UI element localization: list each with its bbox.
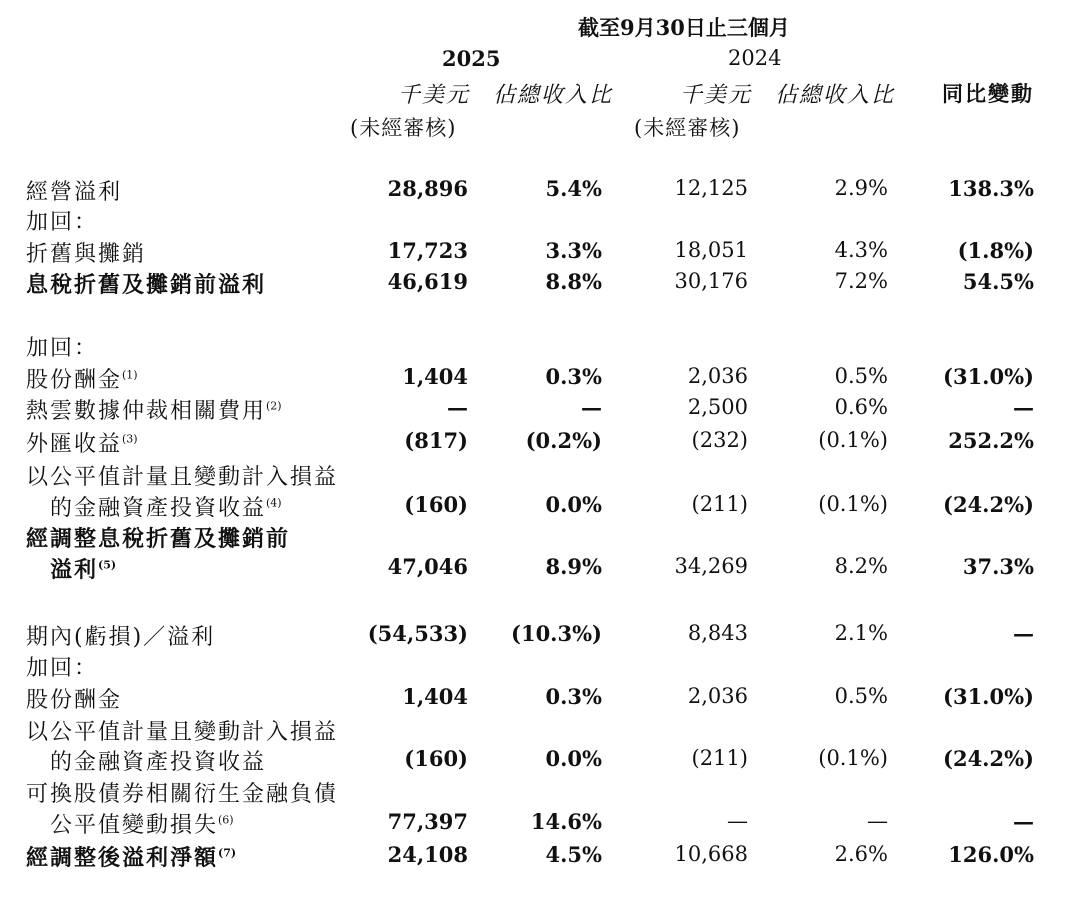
row-label: 經調整息稅折舊及攤銷前 xyxy=(26,526,291,552)
row-label: 息稅折舊及攤銷前溢利 xyxy=(26,272,267,298)
row-label: 股份酬金 xyxy=(26,688,123,713)
row-label: 經營溢利 xyxy=(26,180,123,205)
value-2024: 12,125 xyxy=(674,176,748,200)
value-2024: (232) xyxy=(691,428,748,452)
row-label: 經調整後溢利淨額$^{(7)}$ xyxy=(26,845,237,871)
yoy-change: — xyxy=(1013,621,1034,646)
footnote-marker: (3) xyxy=(122,432,138,446)
yoy-change: 37.3% xyxy=(962,554,1034,579)
pct-2025: 4.5% xyxy=(545,842,602,867)
footnote-marker: (4) xyxy=(266,496,282,510)
value-2025: (160) xyxy=(404,746,468,771)
pct-2025: 0.3% xyxy=(545,684,602,709)
row-label: 以公平值計量且變動計入損益 xyxy=(26,720,339,745)
value-2025: (54,533) xyxy=(367,621,468,646)
value-2025: 47,046 xyxy=(387,554,468,579)
row-label: 折舊與攤銷 xyxy=(26,242,147,267)
period-heading: 截至9月30日止三個月 xyxy=(578,15,790,40)
pct-2024: 2.6% xyxy=(834,842,888,866)
yoy-change: (24.2%) xyxy=(943,492,1034,517)
footnote-marker: (6) xyxy=(218,813,234,827)
unaudited-2025: (未經審核) xyxy=(350,116,457,140)
row-label: 的金融資產投資收益 xyxy=(50,750,267,775)
yoy-change: (31.0%) xyxy=(943,684,1034,709)
row-label: 的金融資產投資收益$^{(4)}$ xyxy=(50,496,282,521)
footnote-marker: (7) xyxy=(218,846,237,860)
row-label: 期內(虧損)／溢利 xyxy=(26,625,216,650)
value-2024: (211) xyxy=(691,746,748,770)
unaudited-2024: (未經審核) xyxy=(634,116,741,140)
footnote-marker: (5) xyxy=(98,558,117,572)
pct-2024: 4.3% xyxy=(834,238,888,262)
value-2025: 77,397 xyxy=(387,809,468,834)
footnote-marker: (2) xyxy=(266,399,282,413)
value-2024: 30,176 xyxy=(674,269,748,293)
yoy-change: 252.2% xyxy=(948,428,1034,453)
pct-2024: — xyxy=(867,809,888,833)
value-2024: 2,036 xyxy=(687,364,748,388)
pct-2024: 0.5% xyxy=(834,684,888,708)
row-label: 可換股債券相關衍生金融負債 xyxy=(26,782,339,807)
value-2025: 1,404 xyxy=(402,684,468,709)
value-2025: (160) xyxy=(404,492,468,517)
col-pct-2024: 佔總收入比 xyxy=(775,83,896,108)
col-unit-2025: 千美元 xyxy=(398,83,471,108)
value-2024: 34,269 xyxy=(674,554,748,578)
value-2024: 2,036 xyxy=(687,684,748,708)
pct-2024: 0.6% xyxy=(834,395,888,419)
value-2025: 24,108 xyxy=(387,842,468,867)
pct-2024: 8.2% xyxy=(834,554,888,578)
pct-2025: 0.0% xyxy=(545,746,602,771)
yoy-change: (24.2%) xyxy=(943,746,1034,771)
pct-2024: (0.1%) xyxy=(818,492,888,516)
row-label: 加回： xyxy=(26,210,99,235)
value-2025: 28,896 xyxy=(387,176,468,201)
pct-2024: 2.9% xyxy=(834,176,888,200)
pct-2024: 7.2% xyxy=(834,269,888,293)
row-label: 溢利$^{(5)}$ xyxy=(50,557,117,583)
yoy-change: 126.0% xyxy=(948,842,1034,867)
pct-2025: 0.0% xyxy=(545,492,602,517)
year-2024: 2024 xyxy=(728,46,782,70)
value-2024: — xyxy=(727,809,748,833)
year-2025: 2025 xyxy=(442,46,501,71)
row-label: 以公平值計量且變動計入損益 xyxy=(26,465,339,490)
value-2024: 8,843 xyxy=(687,621,748,645)
pct-2025: 0.3% xyxy=(545,364,602,389)
pct-2025: 8.9% xyxy=(545,554,602,579)
row-label: 股份酬金$^{(1)}$ xyxy=(26,368,138,393)
row-label: 加回： xyxy=(26,656,99,681)
pct-2025: (0.2%) xyxy=(525,428,602,453)
yoy-change: (31.0%) xyxy=(943,364,1034,389)
row-label: 外匯收益$^{(3)}$ xyxy=(26,432,138,457)
value-2025: (817) xyxy=(404,428,468,453)
value-2024: (211) xyxy=(691,492,748,516)
value-2025: 17,723 xyxy=(387,238,468,263)
yoy-change: 54.5% xyxy=(962,269,1034,294)
col-pct-2025: 佔總收入比 xyxy=(493,83,614,108)
pct-2024: 2.1% xyxy=(834,621,888,645)
yoy-change: (1.8%) xyxy=(957,238,1034,263)
yoy-change: — xyxy=(1013,395,1034,420)
row-label: 熱雲數據仲裁相關費用$^{(2)}$ xyxy=(26,399,282,424)
value-2025: 46,619 xyxy=(387,269,468,294)
pct-2025: 14.6% xyxy=(530,809,602,834)
pct-2024: (0.1%) xyxy=(818,746,888,770)
pct-2025: 3.3% xyxy=(545,238,602,263)
pct-2025: — xyxy=(581,395,602,420)
yoy-change: 138.3% xyxy=(948,176,1034,201)
value-2024: 2,500 xyxy=(687,395,748,419)
pct-2024: 0.5% xyxy=(834,364,888,388)
value-2025: 1,404 xyxy=(402,364,468,389)
row-label: 加回： xyxy=(26,336,99,361)
value-2025: — xyxy=(447,395,468,420)
value-2024: 10,668 xyxy=(674,842,748,866)
pct-2025: 5.4% xyxy=(545,176,602,201)
pct-2024: (0.1%) xyxy=(818,428,888,452)
col-unit-2024: 千美元 xyxy=(680,83,753,108)
pct-2025: (10.3%) xyxy=(511,621,602,646)
value-2024: 18,051 xyxy=(674,238,748,262)
pct-2025: 8.8% xyxy=(545,269,602,294)
col-yoy: 同比變動 xyxy=(942,81,1034,106)
yoy-change: — xyxy=(1013,809,1034,834)
row-label: 公平值變動損失$^{(6)}$ xyxy=(50,813,234,838)
footnote-marker: (1) xyxy=(122,368,138,382)
